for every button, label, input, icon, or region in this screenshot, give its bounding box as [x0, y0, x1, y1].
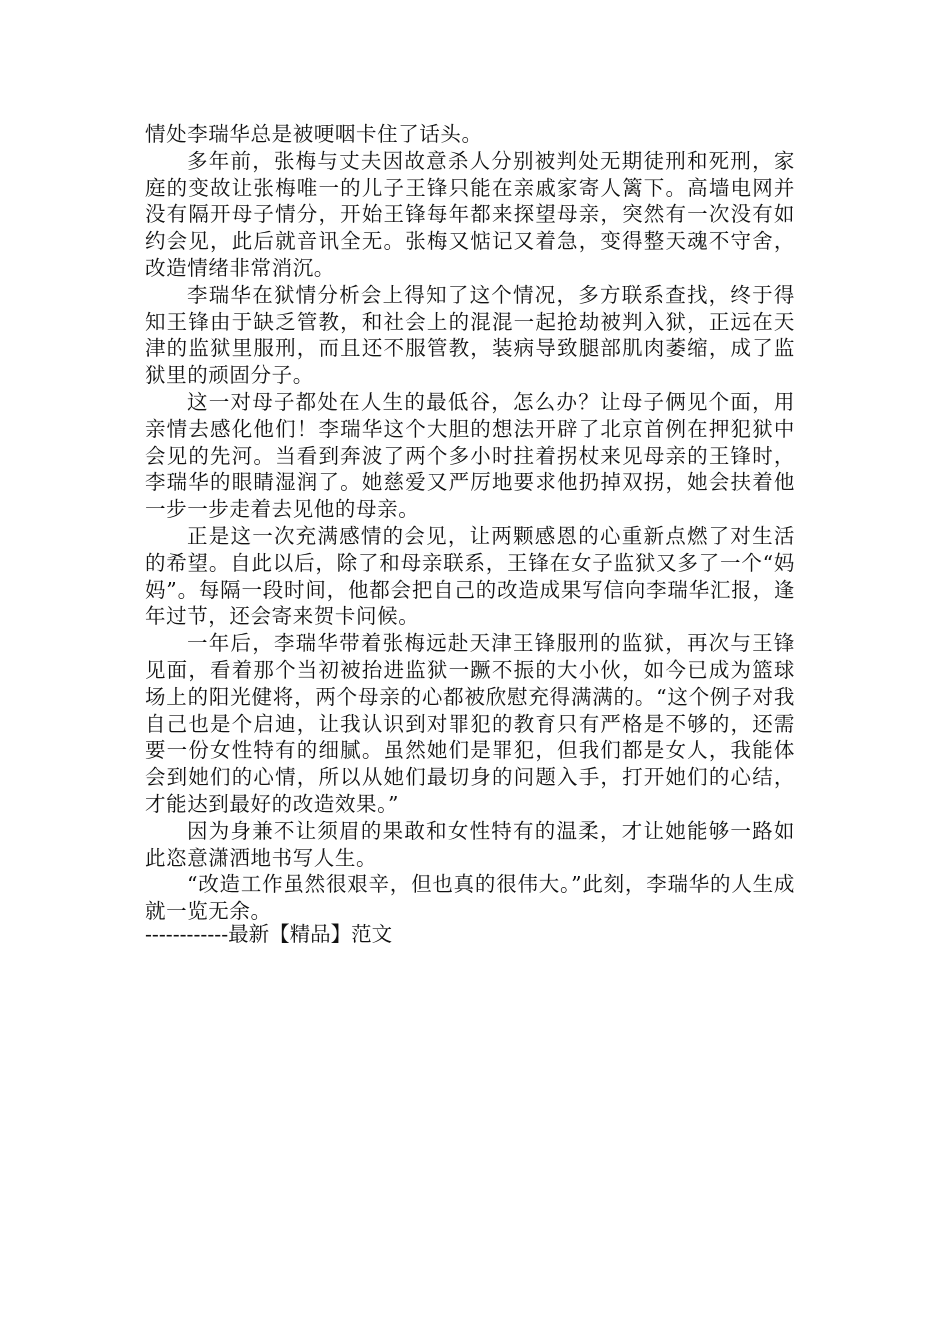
paragraph-4: 这一对母子都处在人生的最低谷，怎么办？让母子俩见个面，用亲情去感化他们！李瑞华这个大胆的想法开辟了北京首例在押犯狱中会见的先河。当看到奔波了两个多小时拄着拐杖来见母亲的王锋时，李瑞华的眼睛湿润了。她慈爱又严厉地要求他扔掉双拐，她会扶着他一步一步走着去见他的母亲。	[145, 389, 795, 522]
paragraph-8: “改造工作虽然很艰辛，但也真的很伟大。”此刻，李瑞华的人生成就一览无余。	[145, 872, 795, 924]
paragraph-5: 正是这一次充满感情的会见，让两颗感恩的心重新点燃了对生活的希望。自此以后，除了和母亲联系，王锋在女子监狱又多了一个“妈妈”。每隔一段时间，他都会把自己的改造成果写信向李瑞华汇报，逢年过节，还会寄来贺卡问候。	[145, 523, 795, 629]
paragraph-1: 情处李瑞华总是被哽咽卡住了话头。	[145, 122, 483, 146]
paragraph-2: 多年前，张梅与丈夫因故意杀人分别被判处无期徒刑和死刑，家庭的变故让张梅唯一的儿子王锋只能在亲戚家寄人篱下。高墙电网并没有隔开母子情分，开始王锋每年都来探望母亲，突然有一次没有如约会见，此后就音讯全无。张梅又惦记又着急，变得整天魂不守舍，改造情绪非常消沉。	[145, 148, 795, 280]
paragraph-6: 一年后，李瑞华带着张梅远赴天津王锋服刑的监狱，再次与王锋见面，看着那个当初被抬进监狱一蹶不振的大小伙，如今已成为篮球场上的阳光健将，两个母亲的心都被欣慰充得满满的。“这个例子对我自己也是个启迪，让我认识到对罪犯的教育只有严格是不够的，还需要一份女性特有的细腻。虽然她们是罪犯，但我们都是女人，我能体会到她们的心情，所以从她们最切身的问题入手，打开她们的心结，才能达到最好的改造效果。”	[145, 631, 795, 816]
footer-text: ------------最新【精品】范文	[145, 922, 393, 946]
paragraph-7: 因为身兼不让须眉的果敢和女性特有的温柔，才让她能够一路如此恣意潇洒地书写人生。	[145, 818, 795, 870]
paragraph-3: 李瑞华在狱情分析会上得知了这个情况，多方联系查找，终于得知王锋由于缺乏管教，和社会上的混混一起抢劫被判入狱，正远在天津的监狱里服刑，而且还不服管教，装病导致腿部肌肉萎缩，成了监狱里的顽固分子。	[145, 282, 795, 388]
article-body	[145, 121, 795, 925]
